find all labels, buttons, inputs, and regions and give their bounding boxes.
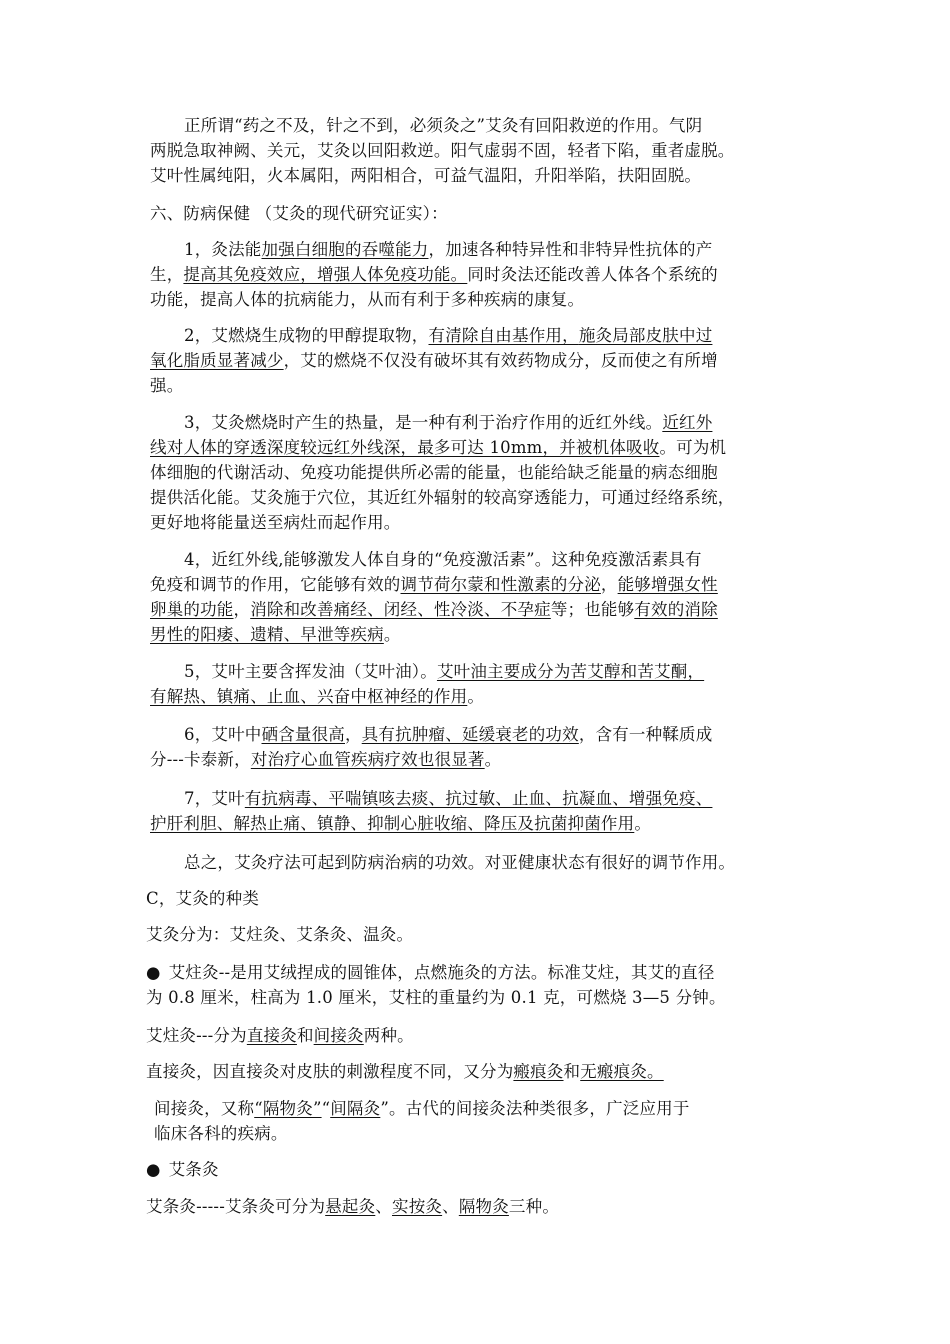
- text-line: [150, 572, 718, 597]
- text-line: [150, 348, 718, 373]
- text-line: 艾灸分为：艾炷灸、艾条灸、温灸。: [146, 925, 414, 944]
- underlined-text: 能够增强女性: [617, 575, 718, 594]
- direct-paragraph: [146, 1059, 664, 1084]
- text-span: 直接灸，因直接灸对皮肤的刺激程度不同，又分为: [146, 1062, 514, 1081]
- text-line: [146, 1023, 414, 1048]
- underlined-text: 卵巢的功能: [150, 600, 234, 619]
- text-line: [154, 1096, 690, 1121]
- section-heading-c: [146, 886, 259, 911]
- underlined-text: 调节荷尔蒙和性激素的分泌: [400, 575, 601, 594]
- text-line: [146, 1059, 664, 1084]
- text-span: 等；也能够: [550, 600, 635, 619]
- text-span: ，: [233, 600, 251, 619]
- text-line: [150, 262, 718, 287]
- list-item-1: [150, 237, 718, 312]
- underlined-text: 有抗病毒、平喘镇咳去痰、抗过敏、止血、抗凝血、增强免疫、: [244, 789, 713, 808]
- text-line: 为 0.8 厘米，柱高为 1.0 厘米，艾柱的重量约为 0.1 克，可燃烧 3—5 分钟。: [146, 988, 726, 1007]
- text-span: 和: [296, 1026, 314, 1045]
- text-line: 两脱急取神阙、关元，艾灸以回阳救逆。阳气虚弱不固，轻者下陷，重者虚脱。: [150, 141, 735, 160]
- text-line: [150, 747, 712, 772]
- text-span: ，: [345, 725, 362, 744]
- underlined-text: 施灸局部皮肤中过: [578, 326, 713, 345]
- underlined-text: 对治疗心血管疾病疗效也很显著: [250, 750, 485, 769]
- text-span: 1，灸法能: [184, 240, 262, 259]
- list-item-4: [150, 547, 718, 647]
- underlined-text: 加强白细胞的吞噬能力: [261, 240, 429, 259]
- underlined-text: 瘢痕灸: [513, 1062, 564, 1081]
- underlined-text: 有解热、镇痛、止血、兴奋中枢神经的作用: [150, 687, 468, 706]
- types-paragraph: [146, 922, 413, 947]
- text-span: ，加速各种特异性和非特异性抗体的产: [428, 240, 713, 259]
- text-line: 艾叶性属纯阳，火本属阳，两阳相合，可益气温阳，升阳举陷，扶阳固脱。: [150, 166, 702, 185]
- text-line: 正所谓“药之不及，针之不到，必须灸之”艾灸有回阳救逆的作用。气阴: [184, 116, 703, 135]
- heading-text: C，艾灸的种类: [146, 889, 260, 908]
- text-span: 生，: [150, 265, 184, 284]
- section-heading-6: [150, 201, 448, 226]
- text-span: 艾炷灸---分为: [146, 1026, 247, 1045]
- underlined-text: 具有抗肿瘤、延缓衰老的功效: [361, 725, 579, 744]
- text-span: 两种。: [363, 1026, 414, 1045]
- text-line: 体细胞的代谢活动、免疫功能提供所必需的能量，也能给缺乏能量的病态细胞: [150, 463, 718, 482]
- text-line: [146, 1157, 219, 1182]
- underlined-text: 有效的消除: [634, 600, 718, 619]
- text-span: 三种。: [508, 1197, 560, 1216]
- text-span: 艾条灸-----艾条灸可分为: [146, 1197, 326, 1216]
- text-span: 5，艾叶主要含挥发油（艾叶油）。: [184, 662, 437, 681]
- text-span: 。: [634, 814, 652, 833]
- text-line: [150, 237, 718, 262]
- text-line: [150, 410, 735, 435]
- text-span: 艾条灸: [168, 1160, 219, 1179]
- text-line: [150, 435, 735, 460]
- underlined-text: 近红外: [662, 413, 713, 432]
- text-line: 总之，艾灸疗法可起到防病治病的功效。对亚健康状态有很好的调节作用。: [184, 853, 736, 872]
- aizhu-paragraph: [146, 1023, 414, 1048]
- text-line: 功能，提高人体的抗病能力，从而有利于多种疾病的康复。: [150, 290, 585, 309]
- bullet-icon: ●: [146, 963, 161, 982]
- underlined-text: 间隔灸: [330, 1099, 381, 1118]
- text-span: 。可为机: [659, 438, 727, 457]
- text-span: 艾炷灸--是用艾绒捏成的圆锥体，点燃施灸的方法。标准艾炷，其艾的直径: [168, 963, 715, 982]
- text-span: ，艾的燃烧不仅没有破坏其有效药物成分，反而使之有所增: [283, 351, 718, 370]
- list-item-7: [150, 786, 712, 836]
- underlined-text: 无瘢痕灸。: [580, 1062, 664, 1081]
- text-line: 强。: [150, 376, 184, 395]
- aitiao-paragraph: [146, 1194, 559, 1219]
- text-span: 、: [375, 1197, 392, 1216]
- text-span: 、: [442, 1197, 459, 1216]
- bullet-aizhu: [146, 960, 726, 1010]
- underlined-text: 提高其免疫效应，增强人体免疫功能。: [183, 265, 468, 284]
- text-span: 。: [383, 625, 401, 644]
- underlined-text: 间接灸: [313, 1026, 364, 1045]
- text-line: [150, 684, 704, 709]
- text-span: 和: [563, 1062, 581, 1081]
- text-line: 提供活化能。艾灸施于穴位，其近红外辐射的较高穿透能力，可通过经络系统，: [150, 488, 735, 507]
- text-span: 分---卡泰新，: [150, 750, 251, 769]
- text-line: [150, 811, 712, 836]
- bullet-icon: ●: [146, 1160, 161, 1179]
- text-span: 同时灸法还能改善人体各个系统的: [467, 265, 718, 284]
- text-span: ，: [600, 575, 618, 594]
- text-span: 免疫和调节的作用，它能够有效的: [150, 575, 401, 594]
- underlined-text: “隔物灸”: [254, 1099, 322, 1118]
- text-line: [146, 960, 726, 985]
- underlined-text: 男性的阳痿、遗精、早泄等疾病: [150, 625, 384, 644]
- underlined-text: 护肝利胆、解热止痛、镇静、抑制心脏收缩、降压及抗菌抑菌作用: [150, 814, 635, 833]
- underlined-text: 隔物灸: [458, 1197, 509, 1216]
- text-span: “: [321, 1099, 331, 1118]
- text-span: 2，艾燃烧生成物的甲醇提取物，: [184, 326, 429, 345]
- underlined-text: 悬起灸: [325, 1197, 376, 1216]
- underlined-text: 实按灸: [392, 1197, 443, 1216]
- underlined-text: 直接灸: [246, 1026, 297, 1045]
- text-line: [150, 786, 712, 811]
- list-item-3: [150, 410, 735, 535]
- underlined-text: 硒含量很高: [261, 725, 345, 744]
- text-span: 间接灸，又称: [154, 1099, 255, 1118]
- text-span: 7，艾叶: [184, 789, 245, 808]
- underlined-text: 线对人体的穿透深度较远红外线深，最多可达 10mm，并被机体吸收: [150, 438, 660, 457]
- bullet-aitiao: [146, 1157, 219, 1182]
- text-line: [150, 323, 718, 348]
- list-item-6: [150, 722, 712, 772]
- underlined-text: 艾叶油主要成分为苦艾醇和苦艾酮，: [436, 662, 705, 681]
- text-line: 临床各科的疾病。: [154, 1124, 288, 1143]
- text-line: 更好地将能量送至病灶而起作用。: [150, 513, 401, 532]
- underlined-text: 消除和改善痛经、闭经、性冷淡、不孕症: [250, 600, 551, 619]
- summary-paragraph: [150, 850, 735, 875]
- text-line: [146, 1194, 559, 1219]
- underlined-text: 有清除自由基作用，: [428, 326, 579, 345]
- underlined-text: 氧化脂质显著减少: [150, 351, 284, 370]
- heading-text: 六、防病保健 （艾灸的现代研究证实）：: [150, 204, 448, 223]
- list-item-5: [150, 659, 704, 709]
- text-span: ”。古代的间接灸法种类很多，广泛应用于: [380, 1099, 690, 1118]
- indirect-paragraph: [154, 1096, 690, 1146]
- text-line: [150, 622, 718, 647]
- text-line: 4，近红外线,能够激发人体自身的“免疫激活素”。这种免疫激活素具有: [184, 550, 702, 569]
- text-span: 6，艾叶中: [184, 725, 262, 744]
- text-line: [150, 722, 712, 747]
- text-span: 3，艾灸燃烧时产生的热量，是一种有利于治疗作用的近红外线。: [184, 413, 663, 432]
- text-span: ，含有一种鞣质成: [578, 725, 713, 744]
- text-span: 。: [484, 750, 502, 769]
- text-line: [150, 659, 704, 684]
- list-item-2: [150, 323, 718, 398]
- text-span: 。: [467, 687, 485, 706]
- text-line: [150, 597, 718, 622]
- intro-paragraph: [150, 113, 735, 188]
